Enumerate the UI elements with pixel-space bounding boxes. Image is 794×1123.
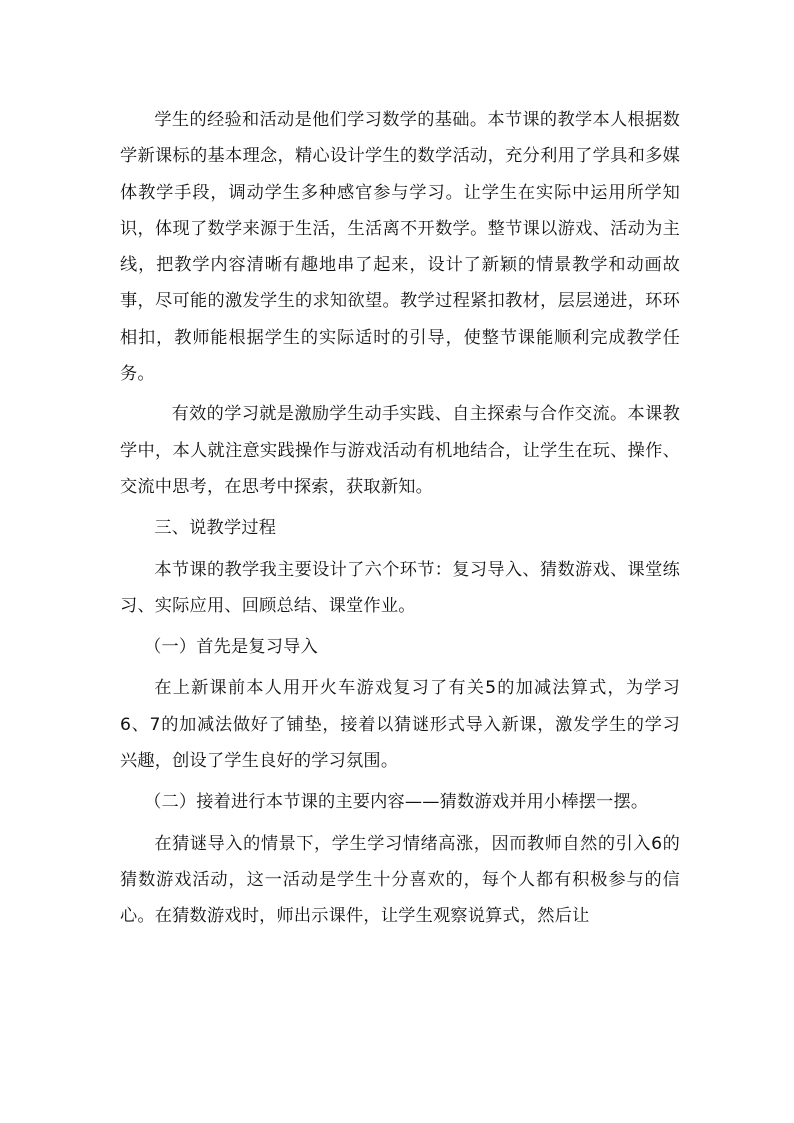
section-heading-teaching-process: 三、说教学过程 xyxy=(154,518,277,539)
paragraph-review-intro: 在上新课前本人用开火车游戏复习了有关5的加减法算式，为学习6、7的加减法做好了铺垫，接着以猜谜形式导入新课，激发学生的学习兴趣，创设了学生良好的学习氛围。 xyxy=(120,678,680,772)
subheading-guess-game: （二）接着进行本节课的主要内容——猜数游戏并用小棒摆一摆。 xyxy=(144,792,649,813)
paragraph-guess-game: 在猜谜导入的情景下，学生学习情绪高涨，因而教师自然的引入6的猜数游戏活动，这一活动是学生十分喜欢的，每个人都有积极参与的信心。在猜数游戏时，师出示课件，让学生观察说算式，然后让 xyxy=(120,833,680,927)
paragraph-six-stages: 本节课的教学我主要设计了六个环节：复习导入、猜数游戏、课堂练习、实际应用、回顾总结、课堂作业。 xyxy=(120,559,680,616)
document-body xyxy=(120,102,680,935)
paragraph-learning-basis: 学生的经验和活动是他们学习数学的基础。本节课的教学本人根据数学新课标的基本理念，精心设计学生的数学活动，充分利用了学具和多媒体教学手段，调动学生多种感官参与学习。让学生在实际中运用所学知识，体现了数学来源于生活，生活离不开数学。整节课以游戏、活动为主线，把教学内容清晰有趣地串了起来，设计了新颖的情景教学和动画故事，尽可能的激发学生的求知欲望。教学过程紧扣教材，层层递进，环环相扣，教师能根据学生的实际适时的引导，使整节课能顺利完成教学任务。 xyxy=(120,110,680,385)
paragraph-effective-learning: 有效的学习就是激励学生动手实践、自主探索与合作交流。本课教学中，本人就注意实践操作与游戏活动有机地结合，让学生在玩、操作、交流中思考，在思考中探索，获取新知。 xyxy=(120,404,680,497)
subheading-review-intro: （一）首先是复习导入 xyxy=(144,637,318,658)
